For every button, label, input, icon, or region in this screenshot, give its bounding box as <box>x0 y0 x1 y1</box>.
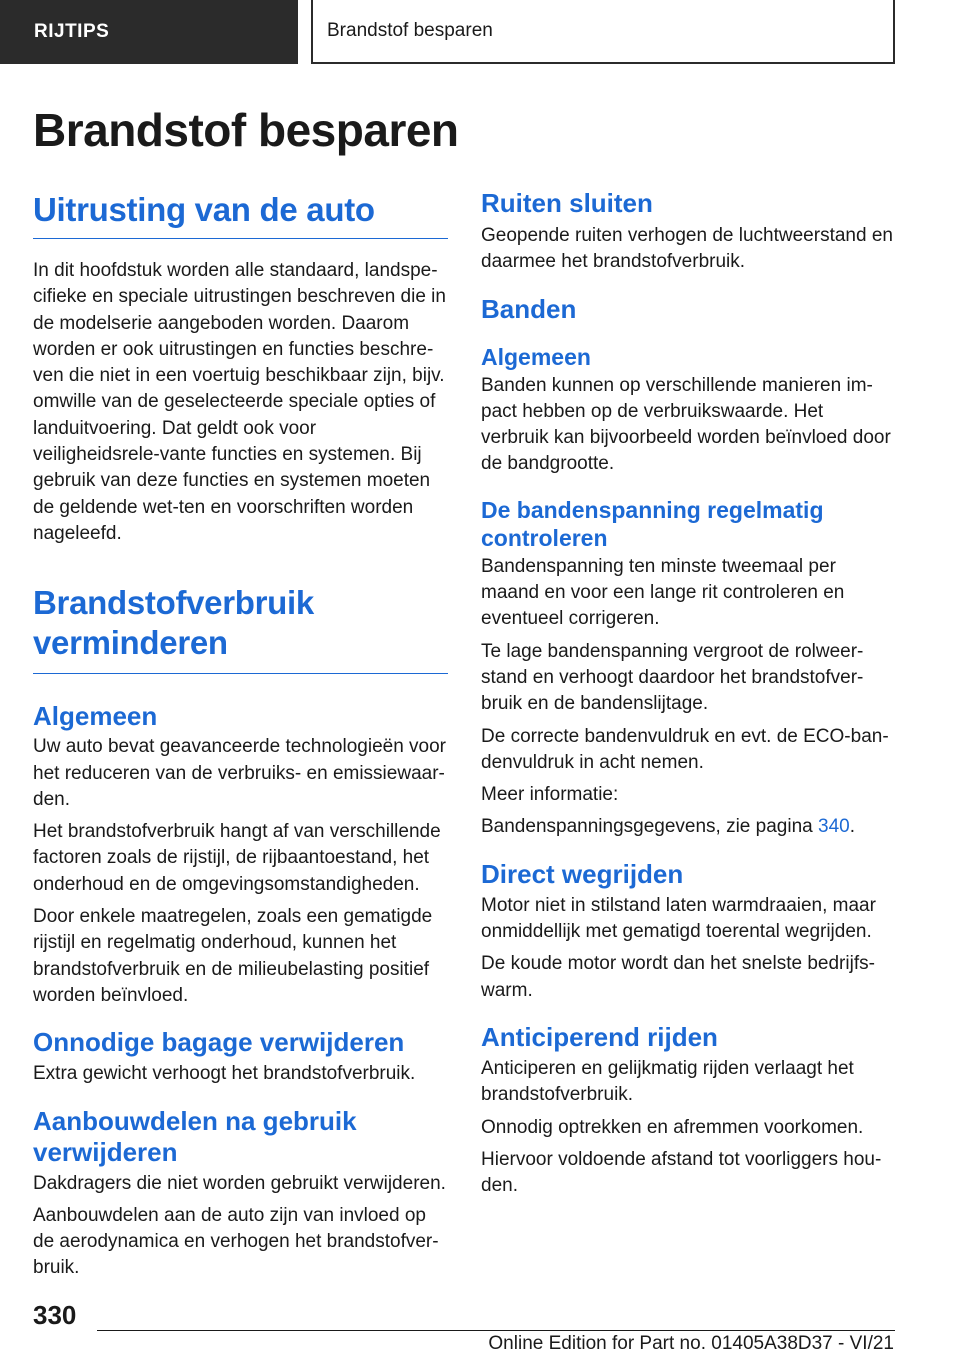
paragraph-bandenspanning-1: Bandenspanning ten minste tweemaal per maand en voor een lange rit controleren en eventueel corrigeren. <box>481 555 845 630</box>
section-verbruik <box>33 583 448 1009</box>
page-number: 330 <box>33 1300 77 1330</box>
paragraph-bagage-1: Extra gewicht verhoogt het brandstofverbruik. <box>33 1063 416 1085</box>
heading-ruiten: Ruiten sluiten <box>481 188 653 218</box>
heading-banden-algemeen: Algemeen <box>481 343 591 370</box>
header-section-label: RIJTIPS <box>34 21 110 42</box>
paragraph-anticiperend-2: Onnodig optrekken en afremmen voorkomen. <box>481 1116 864 1138</box>
header-chapter-label: Brandstof besparen <box>327 20 493 41</box>
section-aanbouw <box>33 1106 448 1282</box>
page-reference-link[interactable]: 340 <box>818 816 850 838</box>
footer-divider <box>97 1330 895 1331</box>
heading-aanbouw: Aanbouwdelen na gebruik verwijderen <box>33 1105 357 1167</box>
section-ruiten <box>481 188 896 276</box>
heading-bagage: Onnodige bagage verwijderen <box>33 1027 405 1058</box>
heading-verbruik-algemeen: Algemeen <box>33 701 158 732</box>
footer-edition: Online Edition for Part no. 01405A38D37 - VI/21 <box>488 1333 894 1354</box>
right-column <box>481 188 896 1205</box>
paragraph-anticiperend-3: Hiervoor voldoende afstand tot voorliggers hou-den. <box>481 1148 882 1197</box>
heading-verbruik: Brandstofverbruik verminderen <box>33 584 314 662</box>
paragraph-wegrijden-2: De koude motor wordt dan het snelste bedrijfs-warm. <box>481 953 875 1001</box>
paragraph-aanbouw-2: Aanbouwdelen aan de auto zijn van invloed op de aerodynamica en verhogen het brandstofver-bruik. <box>33 1204 439 1279</box>
section-banden <box>481 294 896 841</box>
paragraph-verbruik-1: Uw auto bevat geavanceerde technologieën voor het reduceren van de verbruiks- en emissiewaar-den. <box>33 736 447 810</box>
heading-bandenspanning: De bandenspanning regelmatig controleren <box>481 496 824 551</box>
paragraph-bandenspanning-3: De correcte bandenvuldruk en evt. de ECO-ban-denvuldruk in acht nemen. <box>481 725 889 773</box>
heading-uitrusting: Uitrusting van de auto <box>33 190 448 239</box>
section-anticiperend <box>481 1022 896 1199</box>
section-uitrusting <box>33 190 448 547</box>
paragraph-bandenspanning-2: Te lage bandenspanning vergroot de rolweer-stand en verhoogt daardoor het brandstofver-bruik en de bandenslijtage. <box>481 640 864 715</box>
ref-end: . <box>849 816 855 838</box>
section-bagage <box>33 1027 448 1087</box>
paragraph-uitrusting: In dit hoofdstuk worden alle standaard, landspe-cifieke en speciale uitrustingen beschreven die in de modelserie aangeboden worden. Daarom worden er ook uitrustingen en functies beschre-ven die niet in een voertuig beschikbaar zijn, bijv. omwille van de geselecteerde speciale opties of landuitvoering. Dat geldt ook voor veiligheidsrele-vante functies en systemen. Bij gebruik van deze functies en systemen moeten de geldende wet-ten en voorschriften worden nageleefd. <box>33 260 446 544</box>
page-title: Brandstof besparen <box>33 104 459 156</box>
paragraph-verbruik-3: Door enkele maatregelen, zoals een gematigde rijstijl en regelmatig onderhoud, kunnen het brandstofverbruik en de milieubelasting positief worden beïnvloed. <box>33 906 433 1006</box>
paragraph-wegrijden-1: Motor niet in stilstand laten warmdraaien, maar onmiddellijk met gematigd toerental wegrijden. <box>481 894 876 943</box>
heading-verbruik-rule <box>33 673 448 674</box>
heading-banden: Banden <box>481 293 577 324</box>
left-column <box>33 190 448 1288</box>
section-wegrijden <box>481 859 896 1004</box>
header-chapter-tab <box>311 0 895 64</box>
paragraph-anticiperend-1: Anticiperen en gelijkmatig rijden verlaagt het brandstofverbruik. <box>481 1057 854 1106</box>
paragraph-aanbouw-1: Dakdragers die niet worden gebruikt verwijderen. <box>33 1172 446 1194</box>
paragraph-bandenspanning-4: Meer informatie: <box>481 784 619 806</box>
header-section-tab <box>0 0 298 64</box>
heading-anticiperend: Anticiperend rijden <box>481 1021 718 1052</box>
paragraph-banden-algemeen: Banden kunnen op verschillende manieren im-pact hebben op de verbruikswaarde. Het verbruik kan bijvoorbeeld worden beïnvloed door de bandgrootte. <box>481 374 891 475</box>
heading-wegrijden: Direct wegrijden <box>481 858 684 889</box>
paragraph-ruiten-1: Geopende ruiten verhogen de luchtweerstand en daarmee het brandstofverbruik. <box>481 225 893 273</box>
ref-text: Bandenspanningsgegevens, zie pagina <box>481 816 818 838</box>
paragraph-verbruik-2: Het brandstofverbruik hangt af van verschillende factoren zoals de rijstijl, de rijbaantoestand, het onderhoud en de omgevingsomstandigheden. <box>33 821 441 895</box>
paragraph-bandenspanning-ref <box>481 814 896 840</box>
